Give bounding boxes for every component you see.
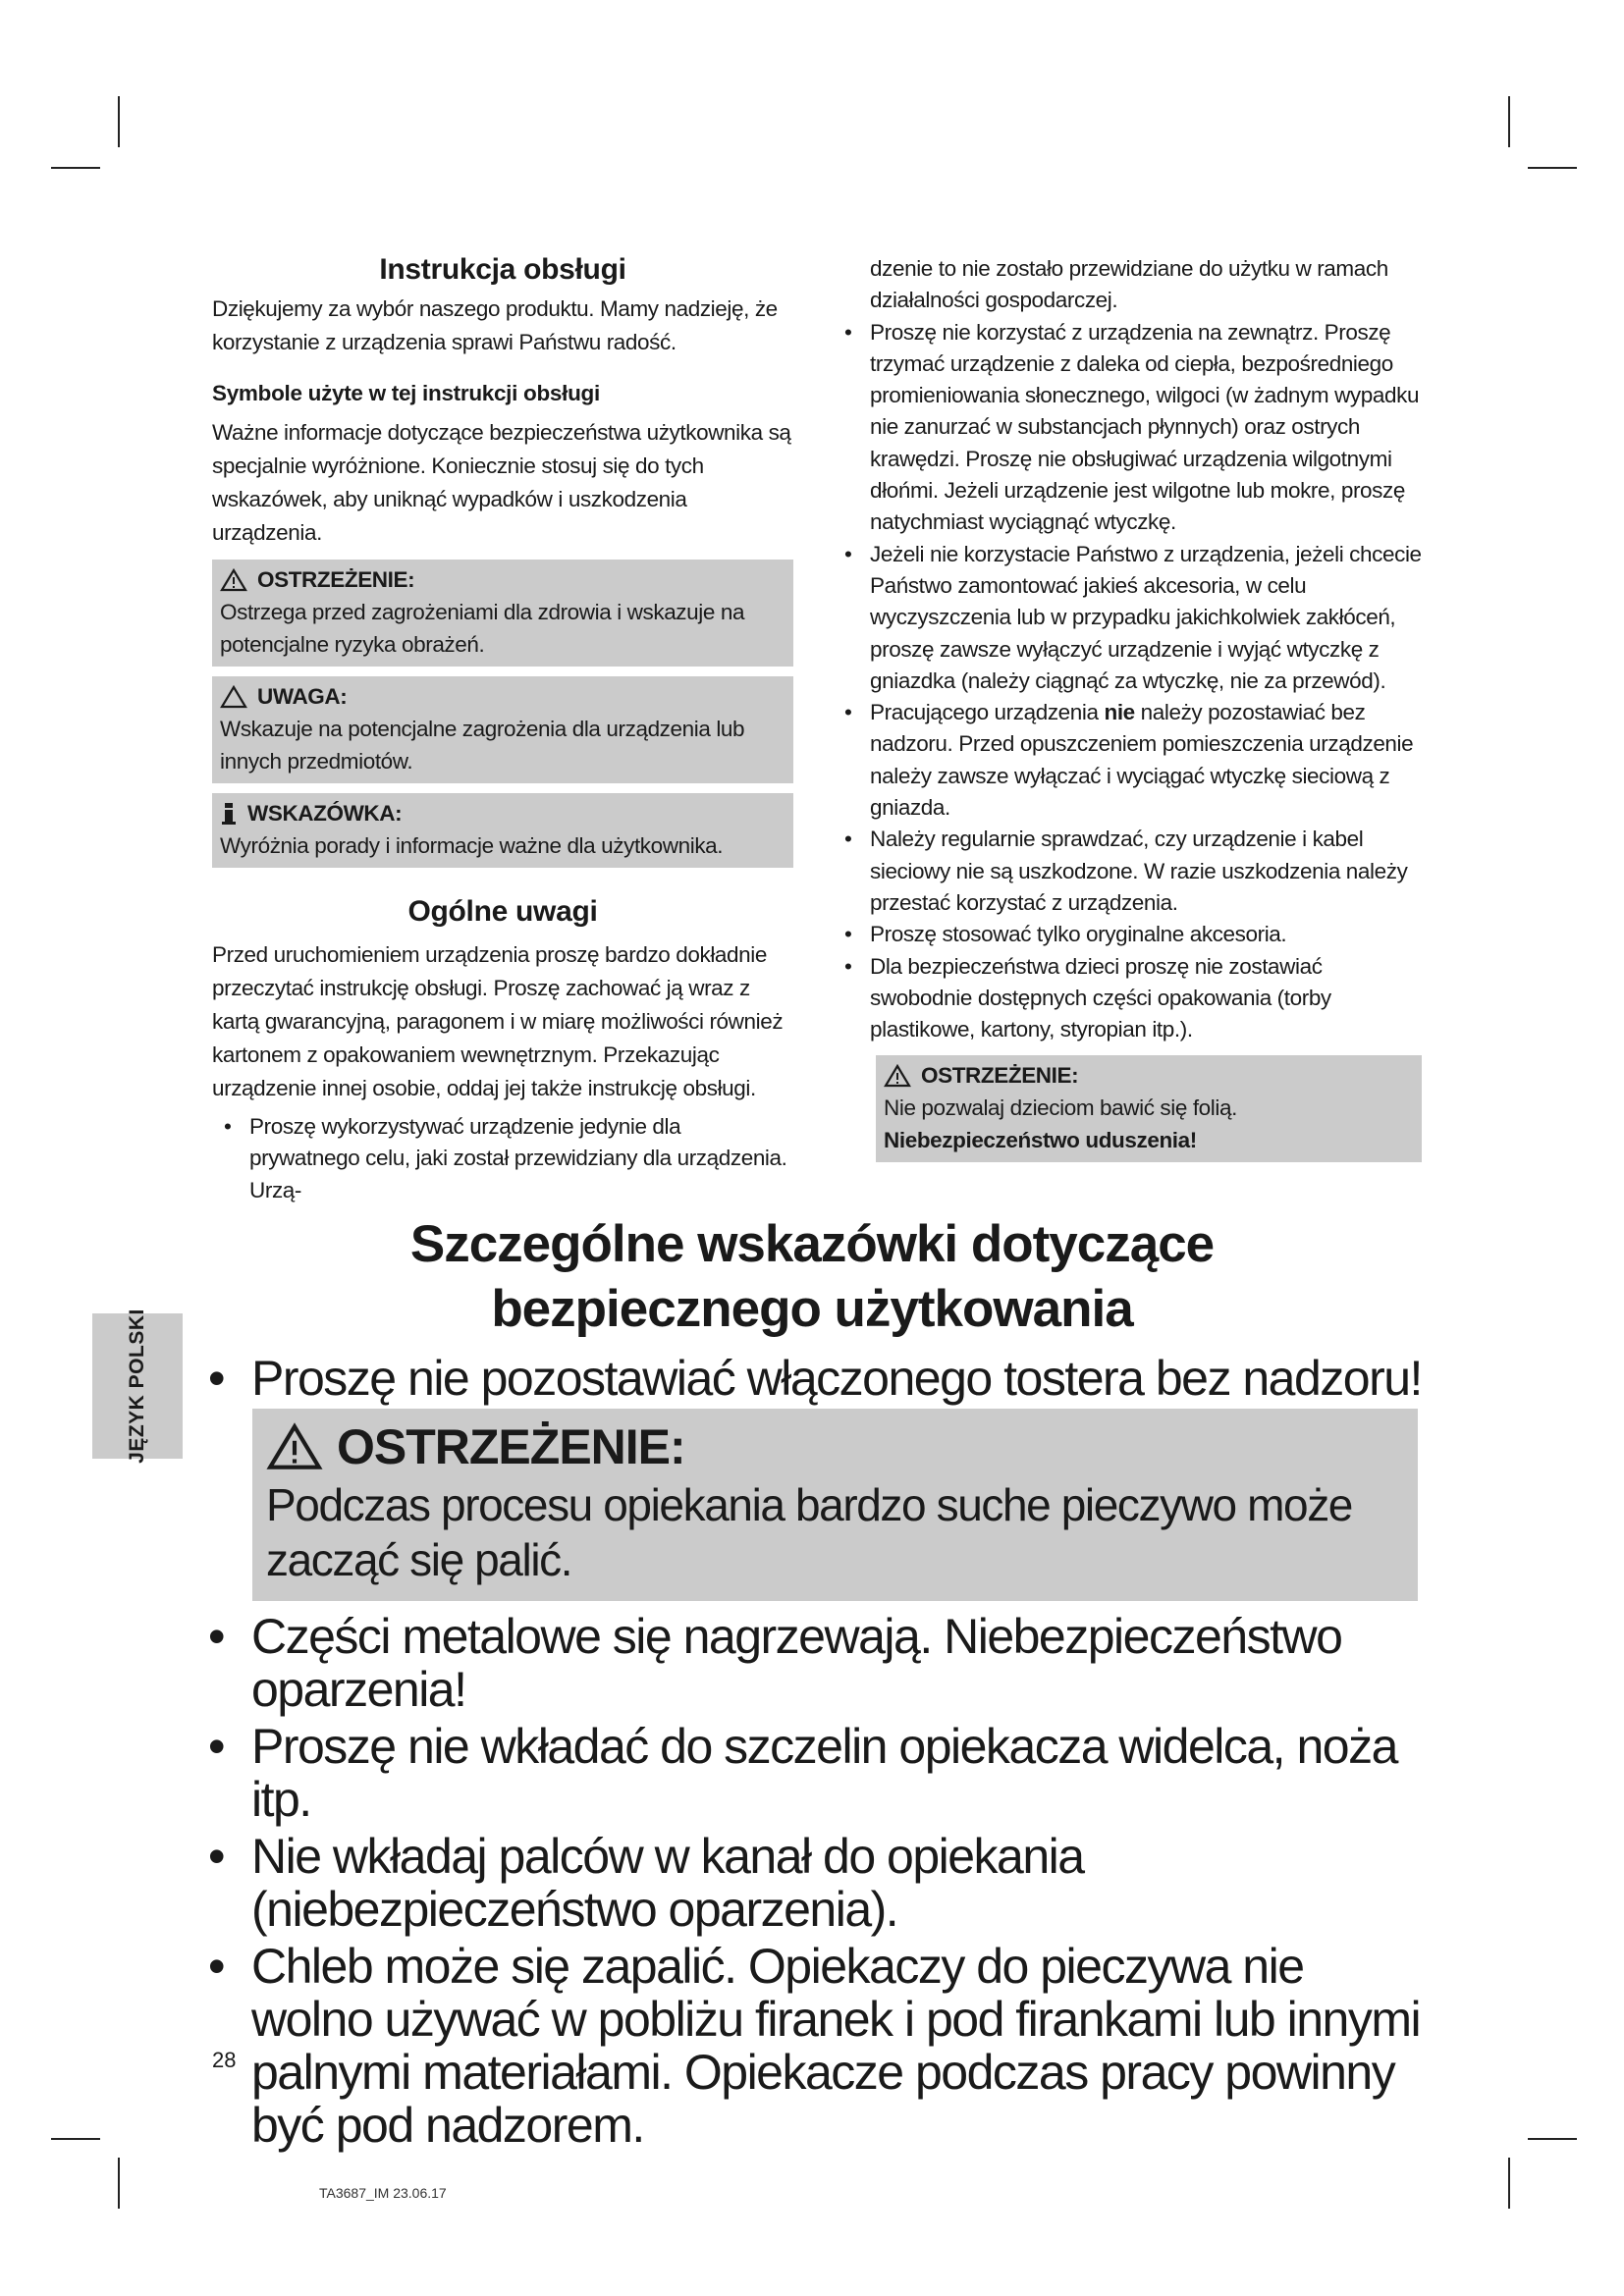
special-safety-title	[0, 1212, 1624, 1342]
crop-mark	[118, 96, 120, 147]
symbols-text: Ważne informacje dotyczące bezpieczeństwa użytkownika są specjalnie wyróżnione. Koniecznie stosuj się do tych wskazówek, aby uniknąć wypadków i uszkodzenia urządzenia.	[212, 420, 791, 545]
list-item: • Proszę stosować tylko oryginalne akcesoria.	[833, 919, 1422, 950]
list-item: • Części metalowe się nagrzewają. Niebezpieczeństwo oparzenia!	[208, 1610, 1426, 1716]
child-warning-title: OSTRZEŻENIE:	[921, 1063, 1079, 1089]
child-warning-bold: Niebezpieczeństwo uduszenia!	[884, 1128, 1197, 1153]
unattended-text-pre: Pracującego urządzenia	[870, 700, 1105, 725]
special-bullets-top	[208, 1352, 1426, 1405]
special-safety-section	[0, 1212, 1624, 1342]
warning-triangle-icon	[884, 1064, 911, 1088]
toaster-warning-text: Podczas procesu opiekania bardzo suche pieczywo może zacząć się palić.	[266, 1479, 1352, 1585]
special-title-line1: Szczególne wskazówki dotyczące	[409, 1215, 1215, 1273]
warning-triangle-icon	[266, 1422, 323, 1471]
crop-mark	[51, 167, 100, 169]
footer-code: TA3687_IM 23.06.17	[319, 2185, 447, 2201]
right-column	[833, 253, 1422, 1162]
list-item: • Dla bezpieczeństwa dzieci proszę nie zostawiać swobodnie dostępnych części opakowania (torby plastikowe, kartony, styropian itp.).	[833, 951, 1422, 1046]
list-item: • Należy regularnie sprawdzać, czy urządzenie i kabel sieciowy nie są uszkodzone. W razie uszkodzenia należy przestać korzystać z urządzenia.	[833, 824, 1422, 919]
toaster-warning-box	[252, 1409, 1418, 1601]
warning-text: Ostrzega przed zagrożeniami dla zdrowia i wskazuje na potencjalne ryzyka obrażeń.	[220, 600, 745, 657]
warning-box	[212, 560, 793, 667]
list-item: • Proszę nie pozostawiać włączonego tostera bez nadzoru!	[208, 1352, 1426, 1405]
continued-text: dzenie to nie zostało przewidziane do użytku w ramach działalności gospodarczej.	[870, 256, 1388, 313]
intro-text: Dziękujemy za wybór naszego produktu. Mamy nadzieję, że korzystanie z urządzenia sprawi Państwu radość.	[212, 296, 778, 354]
hint-title: WSKAZÓWKA:	[247, 801, 403, 826]
info-icon	[220, 802, 238, 826]
toaster-warning-title: OSTRZEŻENIE:	[337, 1419, 685, 1474]
crop-mark	[1528, 2138, 1577, 2140]
symbols-heading: Symbole użyte w tej instrukcji obsługi	[212, 381, 600, 405]
caution-triangle-icon	[220, 685, 247, 709]
hint-text: Wyróżnia porady i informacje ważne dla użytkownika.	[220, 833, 724, 858]
general-title: Ogólne uwagi	[407, 895, 598, 928]
crop-mark	[51, 2138, 100, 2140]
language-tab-label: JĘZYK POLSKI	[126, 1308, 148, 1464]
caution-box	[212, 676, 793, 783]
child-warning-text: Nie pozwalaj dzieciom bawić się folią.	[884, 1095, 1237, 1121]
left-column	[212, 253, 793, 1206]
crop-mark	[1528, 167, 1577, 169]
unattended-text-bold: nie	[1104, 700, 1135, 725]
warning-triangle-icon	[220, 568, 247, 592]
page-number: 28	[212, 2048, 237, 2072]
child-warning-box	[876, 1055, 1422, 1162]
crop-mark	[1508, 96, 1510, 147]
list-item	[833, 697, 1422, 824]
crop-mark	[118, 2158, 120, 2209]
list-item: • Nie wkładaj palców w kanał do opiekania (niebezpieczeństwo oparzenia).	[208, 1830, 1426, 1936]
crop-mark	[1508, 2158, 1510, 2209]
manual-title: Instrukcja obsługi	[379, 253, 626, 286]
special-bullets	[208, 1610, 1426, 2152]
left-bullets	[212, 1111, 793, 1206]
list-item: • Chleb może się zapalić. Opiekaczy do pieczywa nie wolno używać w pobliżu firanek i pod firankami lub innymi palnymi materiałami. Opiekacze podczas pracy powinny być pod nadzorem.	[208, 1940, 1426, 2152]
list-item: • Proszę wykorzystywać urządzenie jedynie dla prywatnego celu, jaki został przewidziany dla urządzenia. Urzą-	[212, 1111, 793, 1206]
general-text: Przed uruchomieniem urządzenia proszę bardzo dokładnie przeczytać instrukcję obsługi. Proszę zachować ją wraz z kartą gwarancyjną, paragonem i w miarę możliwości również kartonem z opakowaniem wewnętrznym. Przekazując urządzenie innej osobie, oddaj jej także instrukcję obsługi.	[212, 942, 784, 1100]
warning-title: OSTRZEŻENIE:	[257, 567, 415, 592]
caution-text: Wskazuje na potencjalne zagrożenia dla urządzenia lub innych przedmiotów.	[220, 717, 745, 774]
right-bullets	[833, 317, 1422, 1046]
list-item: • Proszę nie wkładać do szczelin opiekacza widelca, noża itp.	[208, 1720, 1426, 1826]
hint-box	[212, 793, 793, 868]
list-item: • Jeżeli nie korzystacie Państwo z urządzenia, jeżeli chcecie Państwo zamontować jakieś akcesoria, w celu wyczyszczenia lub w przypadku jakichkolwiek zakłóceń, proszę zawsze wyłączyć urządzenie i wyjąć wtyczkę z gniazdka (należy ciągnąć za wtyczkę, nie za przewód).	[833, 539, 1422, 697]
special-title-line2: bezpiecznego użytkowania	[491, 1280, 1133, 1338]
caution-title: UWAGA:	[257, 684, 348, 709]
list-item: • Proszę nie korzystać z urządzenia na zewnątrz. Proszę trzymać urządzenie z daleka od ciepła, bezpośredniego promieniowania słonecznego, wilgoci (w żadnym wypadku nie zanurzać w substancjach płynnych) oraz ostrych krawędzi. Proszę nie obsługiwać urządzenia wilgotnymi dłońmi. Jeżeli urządzenie jest wilgotne lub mokre, proszę natychmiast wyciągnąć wtyczkę.	[833, 317, 1422, 539]
unattended-text-post: należy pozostawiać bez nadzoru. Przed opuszczeniem pomieszczenia urządzenie należy zawsze wyłączać i wyciągać wtyczkę sieciową z gniazda.	[870, 700, 1414, 821]
